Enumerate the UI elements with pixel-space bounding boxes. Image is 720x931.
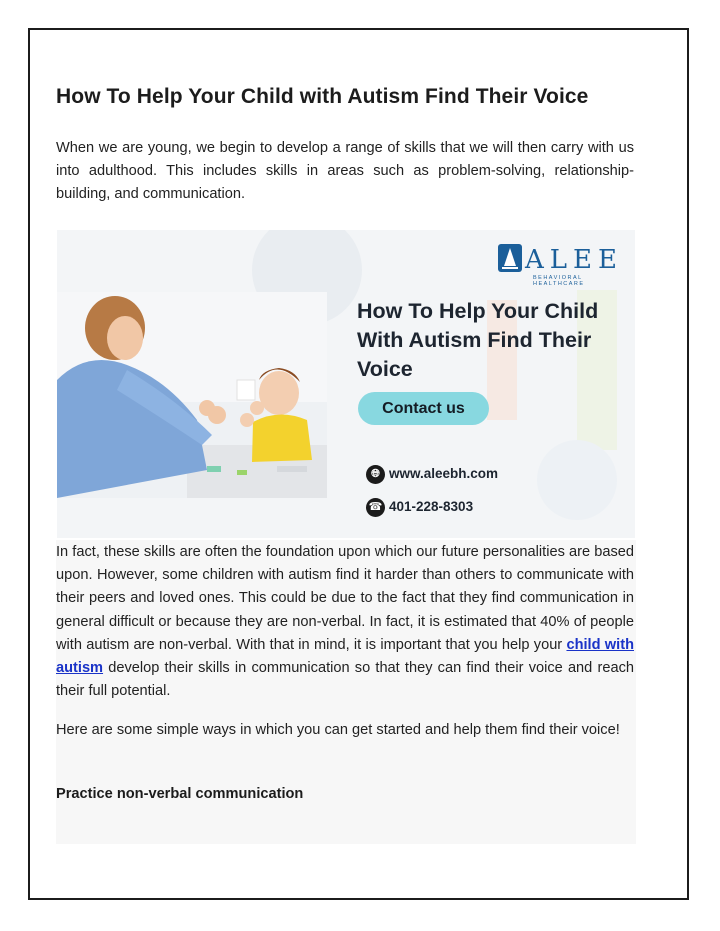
brand-logo-subtitle: BEHAVIORAL HEALTHCARE bbox=[533, 275, 585, 287]
phone-text: 401-228-8303 bbox=[389, 499, 474, 515]
banner-headline: How To Help Your Child With Autism Find Their Voice bbox=[357, 299, 599, 381]
second-paragraph: Here are some simple ways in which you can get started and help them find their voice! bbox=[56, 722, 620, 738]
hero-banner-image bbox=[57, 230, 635, 538]
contact-us-button[interactable]: Contact us bbox=[358, 392, 489, 425]
main-paragraph bbox=[56, 541, 634, 703]
globe-icon: 🌐︎ bbox=[366, 465, 385, 484]
website-text: www.aleebh.com bbox=[389, 466, 499, 482]
section-subheading: Practice non-verbal communication bbox=[56, 786, 304, 802]
alee-logo-icon bbox=[498, 244, 522, 272]
child-with-autism-link[interactable]: child with autism bbox=[56, 636, 634, 677]
phone-icon: ☎ bbox=[366, 498, 385, 517]
phone-row bbox=[366, 498, 473, 517]
main-paragraph-text-2: develop their skills in communication so that they can find their voice and reach their full potential. bbox=[56, 660, 634, 700]
brand-logo-text: ALEE bbox=[525, 245, 624, 275]
website-row bbox=[366, 465, 498, 484]
page-title: How To Help Your Child with Autism Find Their Voice bbox=[56, 85, 589, 108]
intro-paragraph: When we are young, we begin to develop a range of skills that we will then carry with us into adulthood. This includes skills in areas such as problem-solving, relationship-building, and communication. bbox=[56, 140, 634, 202]
main-paragraph-text-1: In fact, these skills are often the foundation upon which our future personalities are based upon. However, some children with autism find it harder than others to communicate with their peers and loved ones. This could be due to the fact that they find communication in general difficult or because they are non-verbal. In fact, it is estimated that 40% of people with autism are non-verbal. With that in mind, it is important that you help your bbox=[56, 544, 634, 653]
